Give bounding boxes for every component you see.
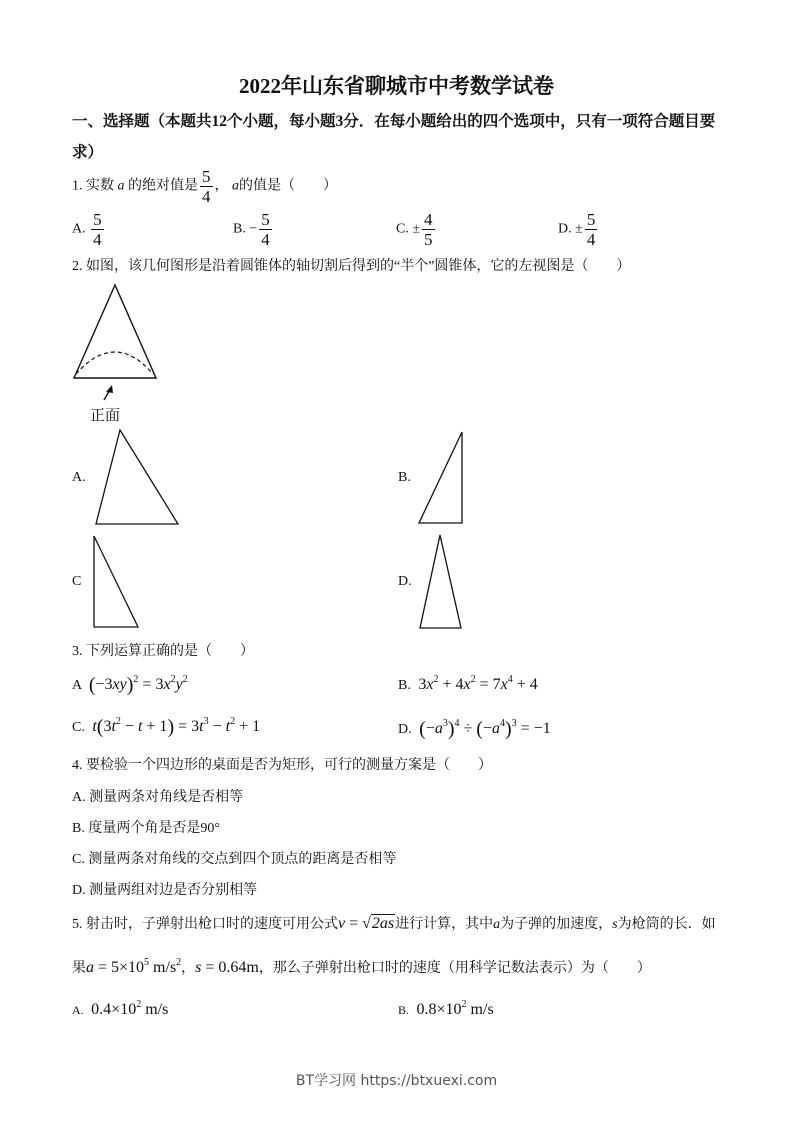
denominator: 4 <box>93 230 102 249</box>
q5-option-a[interactable] <box>72 1001 168 1019</box>
stem-text: ，那么子弹射出枪口时的速度（用科学记数法表示）为（ ） <box>258 961 651 976</box>
q4-option-d[interactable] <box>72 879 257 899</box>
option-sign: ± <box>412 221 421 237</box>
variable-s: s <box>612 917 618 932</box>
numerator: 5 <box>202 167 211 186</box>
option-label: A. <box>72 1003 84 1017</box>
question-number: 5. <box>72 917 83 932</box>
question-5-line-2 <box>72 957 651 977</box>
q3-option-c[interactable] <box>72 716 260 739</box>
math-expression: $t(3t^2 - t + 1) = 3t^3 - t^2 + 1$ <box>92 716 261 738</box>
page-title: 2022年山东省聊城市中考数学试卷 <box>239 74 554 98</box>
velocity-formula: v = √2as <box>338 915 395 932</box>
option-label: D. <box>72 883 86 898</box>
option-text: 测量两组对边是否分别相等 <box>89 883 258 898</box>
question-number: 1. <box>72 178 83 194</box>
q4-option-c[interactable] <box>72 848 396 868</box>
denominator: 4 <box>586 230 596 249</box>
q2-option-b-label[interactable]: B. <box>398 470 411 485</box>
stem-text: 实数 <box>86 178 114 194</box>
option-label: C. <box>72 720 85 735</box>
q4-option-b[interactable] <box>72 817 220 837</box>
option-text: 度量两个角是否是90° <box>88 821 220 836</box>
stem-text: 要检验一个四边形的桌面是否为矩形，可行的测量方案是（ ） <box>86 758 492 773</box>
math-expression: $(-3xy)^2 = 3x^2y^2$ <box>88 674 188 696</box>
stem-text: 下列运算正确的是（ ） <box>86 644 254 659</box>
option-label: D. <box>558 221 572 237</box>
option-label: B. <box>398 678 411 693</box>
numerator: 5 <box>261 210 270 229</box>
denominator: 4 <box>261 230 270 249</box>
front-view-label: 正面 <box>90 406 121 424</box>
q2-option-d-label[interactable]: D. <box>398 574 412 589</box>
stem-text: ， <box>181 961 196 976</box>
variable-a: a <box>117 178 125 194</box>
stem-text: 射击时，子弹射出枪口时的速度可用公式 <box>86 917 338 932</box>
stem-text: 为子弹的加速度， <box>500 917 613 932</box>
option-value: $0.4\times 10^2$ m/s <box>87 999 169 1018</box>
math-expression: $3x^2 + 4x^2 = 7x^4 + 4$ <box>414 674 538 693</box>
denominator: 5 <box>424 230 433 249</box>
stem-text: ， <box>214 178 229 194</box>
question-4-stem <box>72 754 492 774</box>
question-number: 3. <box>72 644 83 659</box>
q3-option-d[interactable] <box>398 718 551 741</box>
option-sign: − <box>249 221 258 237</box>
stem-text: 果 <box>72 961 86 976</box>
stem-text: 为枪筒的长．如 <box>617 917 716 932</box>
question-number: 4. <box>72 758 83 773</box>
option-label: D. <box>398 722 412 737</box>
q4-option-a[interactable] <box>72 786 243 806</box>
q3-option-b[interactable] <box>398 676 538 694</box>
math-expression: $(-a^3)^4 \div (-a^4)^3 = -1$ <box>419 718 551 740</box>
q3-option-a[interactable] <box>72 674 188 697</box>
variable-a: a <box>232 178 239 194</box>
option-label: A. <box>72 221 86 237</box>
denominator: 4 <box>202 187 211 206</box>
option-label: B. <box>398 1003 410 1017</box>
given-length: s = 0.64m <box>195 959 259 976</box>
question-3-stem <box>72 640 254 660</box>
numerator: 5 <box>93 210 102 229</box>
numerator: 4 <box>424 210 433 229</box>
option-label: A <box>72 678 82 693</box>
q2-option-a-label[interactable]: A. <box>72 470 86 485</box>
stem-text: 如图，该几何图形是沿着圆锥体的轴切割后得到的“半个”圆锥体，它的左视图是（ ） <box>86 259 631 274</box>
stem-text: 进行计算，其中 <box>395 917 494 932</box>
question-number: 2. <box>72 259 83 274</box>
option-label: B. <box>72 821 85 836</box>
option-value: $0.8\times 10^2$ m/s <box>412 999 494 1018</box>
given-acceleration: $a = 5\times 10^5$ $m/s^2$ <box>86 957 182 976</box>
stem-text: 的值是（ ） <box>239 178 337 194</box>
q2-option-c-label[interactable]: C <box>72 574 82 589</box>
option-text: 测量两条对角线是否相等 <box>89 790 244 805</box>
option-text: 测量两条对角线的交点到四个顶点的距离是否相等 <box>88 852 397 867</box>
option-sign: ± <box>575 221 583 237</box>
section-heading: 一、选择题（本题共12个小题，每小题3分．在每小题给出的四个选项中，只有一项符合题目要求） <box>72 113 716 161</box>
option-label: B. <box>233 221 246 237</box>
q5-option-b[interactable] <box>398 1001 494 1019</box>
numerator: 5 <box>586 210 596 229</box>
option-label: A. <box>72 790 86 805</box>
footer-watermark: BT学习网 https://btxuexi.com <box>295 1073 498 1089</box>
question-5-line-1 <box>72 913 716 933</box>
option-label: C. <box>396 221 409 237</box>
variable-a: a <box>493 917 501 932</box>
stem-text: 的绝对值是 <box>128 178 198 194</box>
option-label: C. <box>72 852 85 867</box>
